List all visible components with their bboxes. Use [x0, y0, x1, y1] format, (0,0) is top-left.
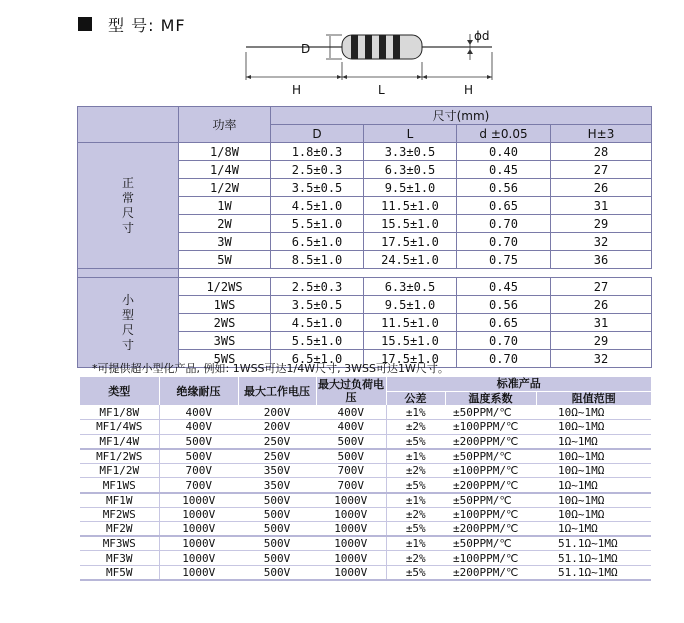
page-header [78, 14, 186, 34]
cell-L: 11.5±1.0 [364, 197, 457, 215]
group-label-char: 尺 [121, 205, 134, 220]
cell-work-voltage: 350V [238, 463, 316, 478]
cell-overload-voltage: 700V [316, 463, 386, 478]
group-label-char: 寸 [121, 337, 134, 352]
table-row [80, 449, 651, 464]
cell-tempco: ±50PPM/℃ [445, 536, 536, 551]
cell-work-voltage: 500V [238, 551, 316, 566]
table-row [80, 478, 651, 493]
t1-corner-cell [78, 107, 179, 143]
cell-L: 11.5±1.0 [364, 314, 457, 332]
cell-range: 1Ω~1MΩ [536, 434, 651, 449]
cell-range: 1Ω~1MΩ [536, 522, 651, 537]
cell-range: 10Ω~1MΩ [536, 463, 651, 478]
cell-tolerance: ±5% [386, 566, 445, 581]
cell-overload-voltage: 700V [316, 478, 386, 493]
cell-L: 6.3±0.5 [364, 278, 457, 296]
cell-D: 8.5±1.0 [271, 251, 364, 269]
cell-power: 1/2WS [179, 278, 271, 296]
cell-d: 0.45 [457, 161, 551, 179]
cell-overload-voltage: 1000V [316, 507, 386, 522]
dimension-table [77, 106, 652, 368]
table-row [80, 551, 651, 566]
cell-overload-voltage: 1000V [316, 566, 386, 581]
cell-power: 1/8W [179, 143, 271, 161]
cell-L: 17.5±1.0 [364, 350, 457, 368]
group-label [78, 143, 179, 269]
cell-work-voltage: 500V [238, 522, 316, 537]
table-row [78, 278, 652, 296]
cell-range: 10Ω~1MΩ [536, 420, 651, 435]
cell-tempco: ±200PPM/℃ [445, 478, 536, 493]
cell-tolerance: ±2% [386, 551, 445, 566]
cell-power: 2WS [179, 314, 271, 332]
cell-type: MF1/4WS [80, 420, 159, 435]
cell-H: 26 [551, 179, 652, 197]
cell-insulation: 700V [159, 463, 238, 478]
cell-insulation: 1000V [159, 536, 238, 551]
cell-type: MF1W [80, 493, 159, 508]
cell-H: 36 [551, 251, 652, 269]
cell-d: 0.70 [457, 350, 551, 368]
cell-overload-voltage: 500V [316, 434, 386, 449]
t2-header-max-work: 最大工作电压 [238, 377, 316, 405]
cell-d: 0.70 [457, 332, 551, 350]
cell-range: 10Ω~1MΩ [536, 449, 651, 464]
cell-overload-voltage: 1000V [316, 522, 386, 537]
t2-header-standard: 标准产品 [386, 377, 651, 391]
cell-L: 9.5±1.0 [364, 296, 457, 314]
cell-H: 28 [551, 143, 652, 161]
cell-d: 0.70 [457, 215, 551, 233]
dim-H-right-label: H [464, 83, 474, 97]
cell-D: 4.5±1.0 [271, 314, 364, 332]
cell-tempco: ±50PPM/℃ [445, 405, 536, 420]
cell-insulation: 1000V [159, 522, 238, 537]
cell-tolerance: ±1% [386, 449, 445, 464]
cell-d: 0.65 [457, 314, 551, 332]
cell-tempco: ±100PPM/℃ [445, 507, 536, 522]
cell-range: 10Ω~1MΩ [536, 507, 651, 522]
electrical-spec-table [80, 377, 651, 581]
cell-tempco: ±50PPM/℃ [445, 449, 536, 464]
cell-range: 51.1Ω~1MΩ [536, 536, 651, 551]
cell-D: 6.5±1.0 [271, 350, 364, 368]
cell-H: 29 [551, 215, 652, 233]
group-label [78, 278, 179, 368]
dim-d-label: ϕd [474, 29, 490, 43]
cell-H: 29 [551, 332, 652, 350]
cell-type: MF1/4W [80, 434, 159, 449]
cell-insulation: 1000V [159, 566, 238, 581]
cell-D: 2.5±0.3 [271, 161, 364, 179]
page-title: 型 号: MF [108, 15, 186, 35]
cell-type: MF2W [80, 522, 159, 537]
cell-overload-voltage: 1000V [316, 493, 386, 508]
cell-tempco: ±200PPM/℃ [445, 434, 536, 449]
cell-type: MF5W [80, 566, 159, 581]
t2-header-type: 类型 [80, 377, 159, 405]
cell-work-voltage: 500V [238, 566, 316, 581]
cell-overload-voltage: 400V [316, 405, 386, 420]
dim-L-label: L [378, 83, 385, 97]
cell-tempco: ±100PPM/℃ [445, 463, 536, 478]
cell-tolerance: ±1% [386, 493, 445, 508]
cell-tolerance: ±2% [386, 463, 445, 478]
table-row [80, 566, 651, 581]
cell-L: 17.5±1.0 [364, 233, 457, 251]
table-row [80, 420, 651, 435]
t2-header-tolerance: 公差 [386, 391, 445, 405]
cell-tolerance: ±5% [386, 434, 445, 449]
cell-insulation: 400V [159, 420, 238, 435]
cell-tempco: ±200PPM/℃ [445, 566, 536, 581]
table-row [78, 143, 652, 161]
cell-overload-voltage: 400V [316, 420, 386, 435]
cell-D: 5.5±1.0 [271, 215, 364, 233]
cell-d: 0.65 [457, 197, 551, 215]
cell-H: 27 [551, 278, 652, 296]
resistor-dimension-diagram [238, 28, 498, 98]
table-row [80, 493, 651, 508]
cell-power: 1W [179, 197, 271, 215]
cell-overload-voltage: 500V [316, 449, 386, 464]
cell-tolerance: ±2% [386, 420, 445, 435]
cell-D: 5.5±1.0 [271, 332, 364, 350]
resistor-drawing [238, 28, 498, 98]
cell-L: 15.5±1.0 [364, 215, 457, 233]
table-row [80, 536, 651, 551]
cell-range: 10Ω~1MΩ [536, 493, 651, 508]
cell-D: 3.5±0.5 [271, 296, 364, 314]
cell-tempco: ±50PPM/℃ [445, 493, 536, 508]
cell-insulation: 1000V [159, 507, 238, 522]
cell-type: MF2WS [80, 507, 159, 522]
cell-power: 5W [179, 251, 271, 269]
t1-header-H: H±3 [551, 125, 652, 143]
cell-insulation: 1000V [159, 493, 238, 508]
group-label-char: 小 [121, 292, 134, 307]
cell-H: 26 [551, 296, 652, 314]
t2-header-range: 阻值范围 [536, 391, 651, 405]
cell-tolerance: ±5% [386, 478, 445, 493]
cell-range: 51.1Ω~1MΩ [536, 566, 651, 581]
cell-type: MF1/2W [80, 463, 159, 478]
t1-header-d: d ±0.05 [457, 125, 551, 143]
dim-H-left-label: H [292, 83, 302, 97]
cell-insulation: 700V [159, 478, 238, 493]
cell-H: 31 [551, 314, 652, 332]
cell-work-voltage: 200V [238, 405, 316, 420]
cell-H: 27 [551, 161, 652, 179]
cell-D: 1.8±0.3 [271, 143, 364, 161]
cell-power: 1/2W [179, 179, 271, 197]
cell-overload-voltage: 1000V [316, 536, 386, 551]
group-label-char: 寸 [121, 220, 134, 235]
cell-d: 0.45 [457, 278, 551, 296]
cell-D: 2.5±0.3 [271, 278, 364, 296]
cell-work-voltage: 500V [238, 493, 316, 508]
table-row [80, 434, 651, 449]
cell-L: 9.5±1.0 [364, 179, 457, 197]
cell-range: 51.1Ω~1MΩ [536, 551, 651, 566]
cell-L: 6.3±0.5 [364, 161, 457, 179]
cell-work-voltage: 250V [238, 434, 316, 449]
t2-header-insulation: 绝缘耐压 [159, 377, 238, 405]
dim-D-label: D [301, 42, 311, 56]
cell-tempco: ±200PPM/℃ [445, 522, 536, 537]
cell-power: 1/4W [179, 161, 271, 179]
cell-D: 4.5±1.0 [271, 197, 364, 215]
cell-insulation: 500V [159, 449, 238, 464]
cell-d: 0.40 [457, 143, 551, 161]
t2-header-max-overload: 最大过负荷电压 [318, 378, 384, 404]
cell-range: 10Ω~1MΩ [536, 405, 651, 420]
cell-work-voltage: 200V [238, 420, 316, 435]
cell-work-voltage: 500V [238, 536, 316, 551]
cell-tolerance: ±1% [386, 405, 445, 420]
cell-power: 3W [179, 233, 271, 251]
cell-insulation: 400V [159, 405, 238, 420]
group-label-char: 正 [121, 175, 134, 190]
cell-D: 6.5±1.0 [271, 233, 364, 251]
table-row [80, 522, 651, 537]
table-row [80, 405, 651, 420]
cell-work-voltage: 500V [238, 507, 316, 522]
cell-power: 2W [179, 215, 271, 233]
cell-L: 24.5±1.0 [364, 251, 457, 269]
cell-type: MF1/2WS [80, 449, 159, 464]
cell-range: 1Ω~1MΩ [536, 478, 651, 493]
group-label-char: 尺 [121, 322, 134, 337]
cell-L: 15.5±1.0 [364, 332, 457, 350]
cell-power: 1WS [179, 296, 271, 314]
group-label-char: 常 [121, 190, 134, 205]
note-text: *可提供超小型化产品, 例如: 1WSS可达1/4W尺寸, 3WSS可达1W尺寸。 [92, 362, 449, 375]
cell-insulation: 500V [159, 434, 238, 449]
cell-type: MF3W [80, 551, 159, 566]
t1-header-L: L [364, 125, 457, 143]
cell-tolerance: ±2% [386, 507, 445, 522]
cell-tempco: ±100PPM/℃ [445, 551, 536, 566]
cell-d: 0.70 [457, 233, 551, 251]
cell-H: 32 [551, 233, 652, 251]
cell-H: 32 [551, 350, 652, 368]
cell-H: 31 [551, 197, 652, 215]
cell-power: 5WS [179, 350, 271, 368]
cell-power: 3WS [179, 332, 271, 350]
cell-d: 0.56 [457, 179, 551, 197]
t1-header-size: 尺寸(mm) [271, 107, 652, 125]
cell-D: 3.5±0.5 [271, 179, 364, 197]
square-bullet-icon [78, 17, 92, 31]
cell-type: MF1/8W [80, 405, 159, 420]
t2-header-tempco: 温度系数 [445, 391, 536, 405]
cell-insulation: 1000V [159, 551, 238, 566]
cell-tolerance: ±1% [386, 536, 445, 551]
table-row [80, 463, 651, 478]
cell-work-voltage: 350V [238, 478, 316, 493]
cell-type: MF1WS [80, 478, 159, 493]
group-label-char: 型 [121, 307, 134, 322]
cell-overload-voltage: 1000V [316, 551, 386, 566]
cell-L: 3.3±0.5 [364, 143, 457, 161]
table-row [80, 507, 651, 522]
cell-tolerance: ±5% [386, 522, 445, 537]
cell-work-voltage: 250V [238, 449, 316, 464]
cell-tempco: ±100PPM/℃ [445, 420, 536, 435]
cell-type: MF3WS [80, 536, 159, 551]
t1-header-power: 功率 [179, 107, 271, 143]
t1-header-D: D [271, 125, 364, 143]
cell-d: 0.75 [457, 251, 551, 269]
cell-d: 0.56 [457, 296, 551, 314]
